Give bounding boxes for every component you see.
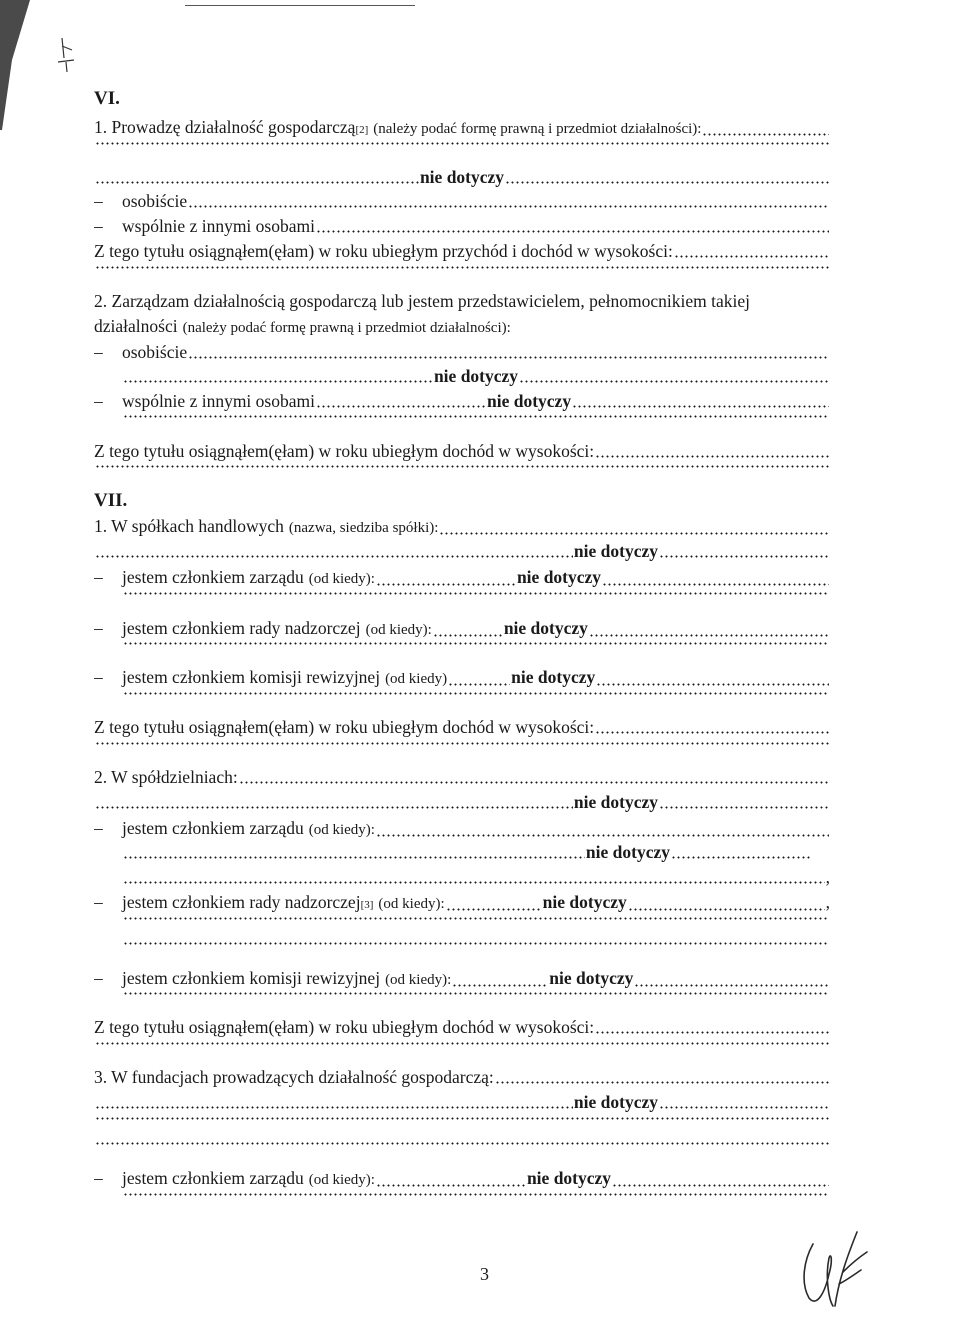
vii-income1-label: Z tego tytułu osiągnąłem(ęłam) w roku ubiegłym dochód w wysokości: <box>94 717 595 737</box>
vii-komisja2-label: jestem członkiem komisji rewizyjnej <box>122 968 381 988</box>
vii-zarzad2-line <box>94 817 830 841</box>
dotted-line <box>94 266 830 273</box>
vii-item1-line <box>94 515 830 539</box>
scan-top-line <box>185 5 415 6</box>
list-dash: – <box>94 191 103 211</box>
vii-komisja2-note: (od kiedy): <box>385 972 452 988</box>
answer-not-applicable: nie dotyczy <box>419 167 505 187</box>
vii-item1-label: 1. W spółkach handlowych <box>94 516 284 536</box>
dotted-line <box>94 742 830 749</box>
answer-not-applicable: nie dotyczy <box>503 618 588 638</box>
vii-rada-note: (od kiedy): <box>365 622 432 638</box>
list-dash: – <box>94 342 103 362</box>
answer-not-applicable: nie dotyczy <box>573 792 658 812</box>
vi-item2-label-b: działalności <box>94 316 178 336</box>
dotted-line: , <box>122 866 830 888</box>
dotted-line <box>122 917 830 924</box>
list-dash: – <box>94 216 103 236</box>
vi-item1-label: 1. Prowadzę działalność gospodarczą <box>94 117 356 137</box>
answer-not-applicable: nie dotyczy <box>486 391 572 411</box>
answer-not-applicable: nie dotyczy <box>585 842 670 862</box>
list-dash: – <box>94 567 103 587</box>
vi-wspolnie-label: wspólnie z innymi osobami <box>122 216 315 236</box>
vii-item2-answer-line <box>94 791 830 813</box>
vii-zarzad3-note: (od kiedy): <box>308 1172 375 1188</box>
list-dash: – <box>94 1168 103 1188</box>
list-dash: – <box>94 618 103 638</box>
vii-income2-line <box>94 1016 830 1038</box>
vii-zarzad2-answer-line <box>122 841 812 863</box>
list-dash: – <box>94 892 103 912</box>
vii-zarzad-label: jestem członkiem zarządu <box>122 567 304 587</box>
vii-item2-line <box>94 766 830 788</box>
vi-item1-line: 1. Prowadzę działalność gospodarczą [2] (należy podać formę prawną i przedmiot działalności): <box>94 116 830 140</box>
vi-item2-note: (należy podać formę prawną i przedmiot działalności): <box>182 320 511 336</box>
dotted-line <box>122 992 830 999</box>
fill-dots <box>702 133 829 136</box>
vii-item1-note: (nazwa, siedziba spółki): <box>288 520 439 536</box>
dotted-line <box>94 1142 830 1149</box>
section-vi-heading: VI. <box>94 88 120 109</box>
vii-rada-line <box>94 617 830 641</box>
list-dash: – <box>94 667 103 687</box>
vi-item2-line-b <box>94 315 830 339</box>
vi-wspolnie-line <box>94 215 830 237</box>
dotted-line <box>122 692 830 699</box>
vii-income1-line <box>94 716 830 738</box>
vii-komisja-line <box>94 666 830 690</box>
vi-osobiscie2-label: osobiście <box>122 342 188 362</box>
dotted-line <box>94 1042 830 1049</box>
vi-item1-answer-line <box>94 166 830 188</box>
list-dash: – <box>94 818 103 838</box>
scan-corner-mark <box>0 0 90 130</box>
vii-rada-label: jestem członkiem rady nadzorczej <box>122 618 361 638</box>
answer-not-applicable: nie dotyczy <box>511 667 596 687</box>
signature-mark <box>795 1222 875 1312</box>
vii-item2-label: 2. W spółdzielniach: <box>94 767 238 787</box>
vii-zarzad2-label: jestem członkiem zarządu <box>122 818 304 838</box>
vii-rada2-line: – jestem członkiem rady nadzorczej [3] (od kiedy): nie dotyczy , <box>94 891 830 915</box>
section-vii-heading: VII. <box>94 490 128 511</box>
dotted-line <box>122 1193 830 1200</box>
dotted-line <box>122 942 830 949</box>
dotted-line <box>122 642 830 649</box>
page-number: 3 <box>480 1264 489 1284</box>
answer-not-applicable: nie dotyczy <box>516 567 602 587</box>
answer-not-applicable: nie dotyczy <box>433 366 519 386</box>
vi-income1-line <box>94 240 830 262</box>
vi-income1-label: Z tego tytułu osiągnąłem(ęłam) w roku ubiegłym przychód i dochód w wysokości: <box>94 241 673 261</box>
vi-item1-note: (należy podać formę prawną i przedmiot działalności): <box>373 121 702 137</box>
vi-wspolnie2-label: wspólnie z innymi osobami <box>122 391 315 411</box>
vi-osobiscie2-line <box>94 341 830 363</box>
dotted-line <box>94 465 830 472</box>
vii-komisja-label: jestem członkiem komisji rewizyjnej <box>122 667 381 687</box>
vi-osobiscie-line <box>94 190 830 212</box>
answer-not-applicable: nie dotyczy <box>526 1168 612 1188</box>
answer-not-applicable: nie dotyczy <box>542 892 627 912</box>
vii-zarzad-line <box>94 566 830 590</box>
dotted-line <box>94 1117 830 1124</box>
answer-not-applicable: nie dotyczy <box>573 1092 658 1112</box>
vii-zarzad-note: (od kiedy): <box>308 571 375 587</box>
vii-item1-answer-line <box>94 540 830 562</box>
vii-zarzad3-label: jestem członkiem zarządu <box>122 1168 304 1188</box>
vi-income2-line <box>94 440 830 462</box>
vii-item3-line <box>94 1066 830 1088</box>
answer-not-applicable: nie dotyczy <box>549 968 634 988</box>
vii-komisja-note: (od kiedy) <box>385 671 448 687</box>
vii-zarzad2-note: (od kiedy): <box>308 822 375 838</box>
vi-item2-line-a <box>94 290 830 312</box>
dotted-line <box>122 592 830 599</box>
vi-wspolnie2-line <box>94 390 830 412</box>
vi-osobiscie2-answer-line <box>122 365 830 387</box>
vi-item2-label-a: 2. Zarządzam działalnością gospodarczą lub jestem przedstawicielem, pełnomocnikiem takiej <box>94 291 750 311</box>
vii-rada2-note: (od kiedy): <box>378 896 445 912</box>
dotted-line <box>94 142 830 149</box>
vii-item3-answer-line <box>94 1091 830 1113</box>
vii-komisja2-line <box>94 967 830 991</box>
vii-income2-label: Z tego tytułu osiągnąłem(ęłam) w roku ubiegłym dochód w wysokości: <box>94 1017 595 1037</box>
vii-item3-label: 3. W fundacjach prowadzących działalność gospodarczą: <box>94 1067 494 1087</box>
vii-zarzad3-line <box>94 1167 830 1191</box>
vii-rada2-label: jestem członkiem rady nadzorczej <box>122 892 361 912</box>
list-dash: – <box>94 968 103 988</box>
dotted-line <box>122 415 830 422</box>
answer-not-applicable: nie dotyczy <box>573 541 658 561</box>
vi-osobiscie-label: osobiście <box>122 191 188 211</box>
vi-income2-label: Z tego tytułu osiągnąłem(ęłam) w roku ubiegłym dochód w wysokości: <box>94 441 595 461</box>
list-dash: – <box>94 391 103 411</box>
